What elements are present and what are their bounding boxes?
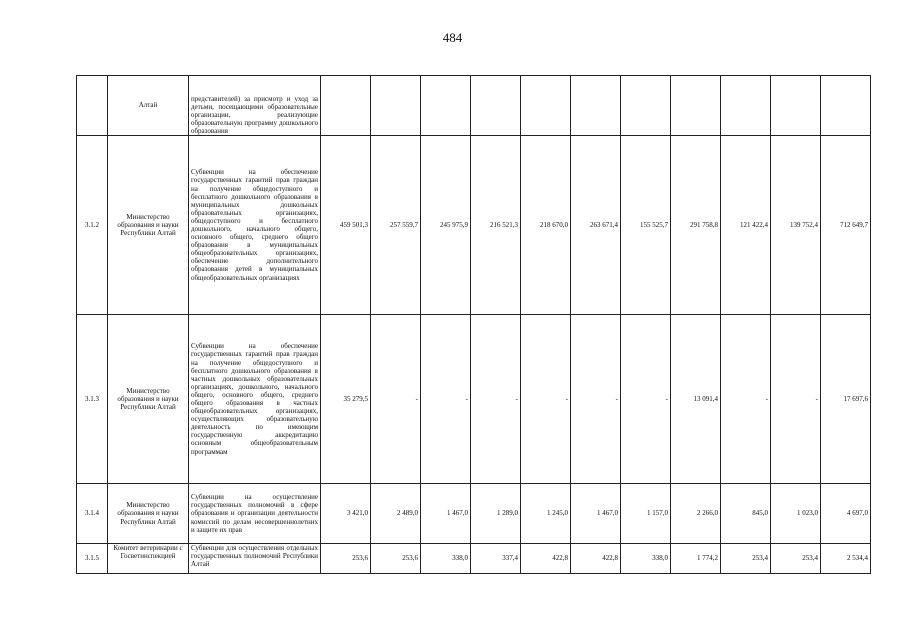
row-value: 2 534,4 xyxy=(821,544,871,574)
row-number: 3.1.3 xyxy=(77,315,108,484)
row-description: Субвенции на обеспечение государственных гарантий прав граждан на получение общедоступного и бесплатного дошкольного образования в муниципальных дошкольных образовательных организациях, общедоступного и бесплатного дошкольного, начального общего, основного общего, среднего общего образования в муниципальных общеобразовательных организациях, обеспечение дополнительного образования детей в муниципальных общеобразовательных организациях xyxy=(189,136,321,315)
row-value: 253,6 xyxy=(371,544,421,574)
row-value: 253,4 xyxy=(721,544,771,574)
row-value: 216 521,3 xyxy=(471,136,521,315)
row-value: 1 467,0 xyxy=(571,484,621,544)
row-number: 3.1.2 xyxy=(77,136,108,315)
row-number xyxy=(77,76,108,136)
row-value: 3 421,0 xyxy=(321,484,371,544)
row-value: 1 245,0 xyxy=(521,484,571,544)
row-value xyxy=(671,76,721,136)
row-number: 3.1.4 xyxy=(77,484,108,544)
row-value: - xyxy=(771,315,821,484)
row-value xyxy=(471,76,521,136)
row-value: - xyxy=(421,315,471,484)
row-organization: Министерство образования и науки Республики Алтай xyxy=(108,136,189,315)
row-description: представителей) за присмотр и уход за детьми, посещающими образовательные организации, реализующие образовательную программу дошкольного образования xyxy=(189,76,321,136)
row-value xyxy=(571,76,621,136)
row-value xyxy=(321,76,371,136)
row-value: 338,0 xyxy=(621,544,671,574)
row-value: 257 559,7 xyxy=(371,136,421,315)
row-value: 291 758,8 xyxy=(671,136,721,315)
row-value: 1 157,0 xyxy=(621,484,671,544)
row-value: - xyxy=(521,315,571,484)
row-value: 4 697,0 xyxy=(821,484,871,544)
table-row xyxy=(77,136,871,315)
row-value xyxy=(771,76,821,136)
row-value: 245 975,9 xyxy=(421,136,471,315)
row-value: 139 752,4 xyxy=(771,136,821,315)
row-value: 459 501,3 xyxy=(321,136,371,315)
row-value: 13 091,4 xyxy=(671,315,721,484)
row-value: 35 279,5 xyxy=(321,315,371,484)
row-value xyxy=(621,76,671,136)
row-value: 121 422,4 xyxy=(721,136,771,315)
row-value: 1 023,0 xyxy=(771,484,821,544)
table-row xyxy=(77,315,871,484)
row-value: - xyxy=(371,315,421,484)
row-organization: Министерство образования и науки Республики Алтай xyxy=(108,484,189,544)
row-value: 218 670,0 xyxy=(521,136,571,315)
row-value: 253,4 xyxy=(771,544,821,574)
row-value: - xyxy=(571,315,621,484)
row-value: 2 489,0 xyxy=(371,484,421,544)
row-value xyxy=(371,76,421,136)
row-organization: Комитет ветеринарии с Госветинспекцией xyxy=(108,544,189,574)
row-value: 712 649,7 xyxy=(821,136,871,315)
page-number: 484 xyxy=(442,30,463,45)
budget-table xyxy=(76,75,871,574)
row-description: Субвенции на обеспечение государственных гарантий прав граждан на получение общедоступного и бесплатного дошкольного образования в частных дошкольных образовательных организациях, дошкольного, начального общего, основного общего, среднего общего образования в частных общеобразовательных организациях, осуществляющих образовательную деятельность по имеющим государственную аккредитацию основным общеобразовательным программам xyxy=(189,315,321,484)
row-description: Субвенции на осуществление государственных полномочий в сфере образования и организации деятельности комиссий по делам несовершеннолетних и защите их прав xyxy=(189,484,321,544)
row-value: - xyxy=(471,315,521,484)
row-value xyxy=(721,76,771,136)
row-value: 422,8 xyxy=(571,544,621,574)
row-value: 263 671,4 xyxy=(571,136,621,315)
row-value: - xyxy=(621,315,671,484)
table-row xyxy=(77,484,871,544)
row-value: 1 467,0 xyxy=(421,484,471,544)
row-value: 1 289,0 xyxy=(471,484,521,544)
table-row xyxy=(77,544,871,574)
row-organization: Министерство образования и науки Республики Алтай xyxy=(108,315,189,484)
table-row xyxy=(77,76,871,136)
row-value xyxy=(421,76,471,136)
row-value: 2 266,0 xyxy=(671,484,721,544)
row-number: 3.1.5 xyxy=(77,544,108,574)
row-value xyxy=(821,76,871,136)
row-value: 337,4 xyxy=(471,544,521,574)
row-value xyxy=(521,76,571,136)
row-value: 253,6 xyxy=(321,544,371,574)
row-organization: Алтай xyxy=(108,76,189,136)
row-value: 17 697,6 xyxy=(821,315,871,484)
row-value: 155 525,7 xyxy=(621,136,671,315)
row-value: 1 774,2 xyxy=(671,544,721,574)
row-value: - xyxy=(721,315,771,484)
row-value: 845,0 xyxy=(721,484,771,544)
row-value: 422,8 xyxy=(521,544,571,574)
row-description: Субвенции для осуществления отдельных государственных полномочий Республики Алтай xyxy=(189,544,321,574)
row-value: 338,0 xyxy=(421,544,471,574)
